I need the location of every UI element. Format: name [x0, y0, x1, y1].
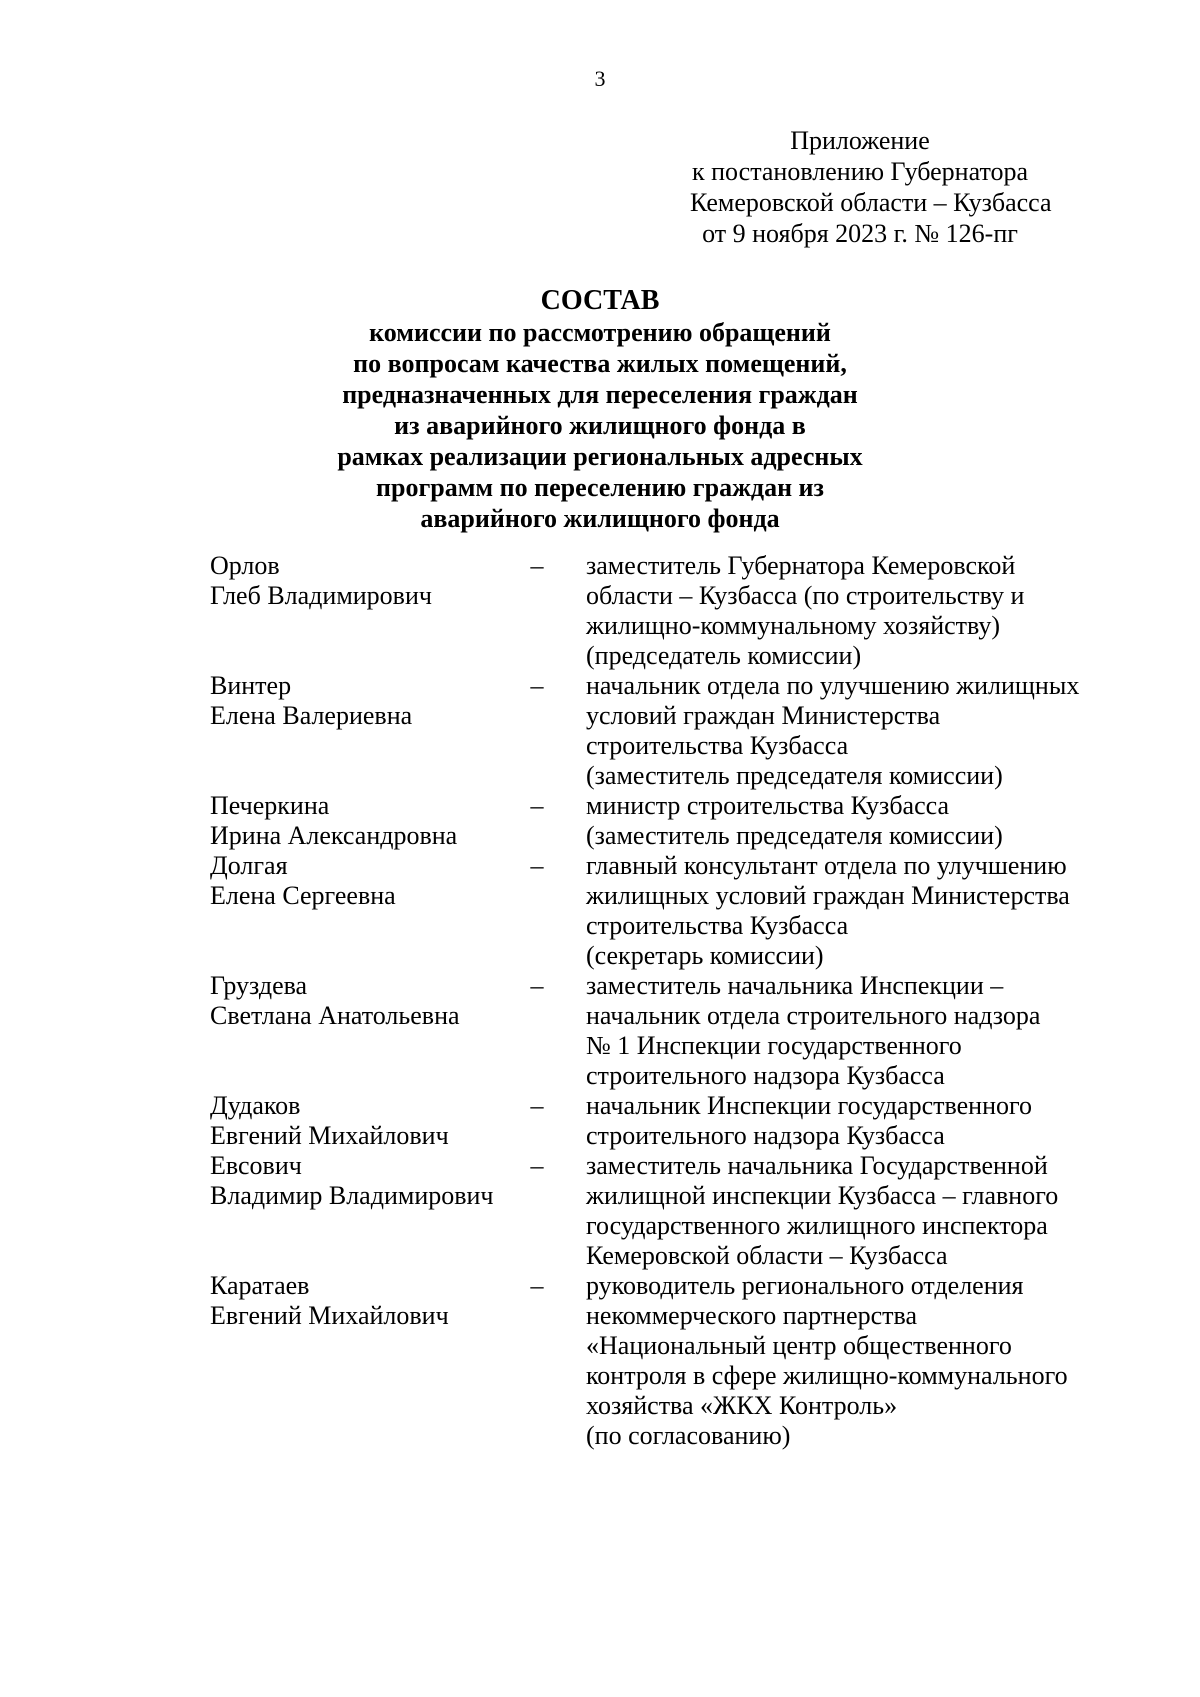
- member-surname: Винтер: [210, 671, 292, 700]
- member-role-line: строительства Кузбасса: [586, 911, 849, 940]
- member-row: [0, 1151, 1200, 1271]
- member-role: [586, 971, 1166, 1091]
- title-line: аварийного жилищного фонда: [420, 504, 780, 533]
- member-role-line: (заместитель председателя комиссии): [586, 821, 1003, 850]
- member-name: [210, 791, 530, 851]
- member-role: [586, 671, 1166, 791]
- member-dash: –: [530, 1271, 544, 1300]
- member-role: [586, 1091, 1166, 1151]
- member-dash: –: [530, 671, 544, 700]
- member-role-line: начальник Инспекции государственного: [586, 1091, 1033, 1120]
- member-surname: Груздева: [210, 971, 308, 1000]
- member-name: [210, 671, 530, 731]
- member-given-name: Светлана Анатольевна: [210, 1001, 460, 1030]
- member-role-line: государственного жилищного инспектора: [586, 1211, 1048, 1240]
- member-role-line: жилищных условий граждан Министерства: [586, 881, 1070, 910]
- member-dash: –: [530, 971, 544, 1000]
- member-name: [210, 971, 530, 1031]
- member-role: [586, 1271, 1166, 1451]
- member-role-line: (заместитель председателя комиссии): [586, 761, 1003, 790]
- member-surname: Дудаков: [210, 1091, 301, 1120]
- title-line: рамках реализации региональных адресных: [337, 442, 863, 471]
- member-role-line: строительства Кузбасса: [586, 731, 849, 760]
- member-role-line: (секретарь комиссии): [586, 941, 824, 970]
- member-role-line: заместитель Губернатора Кемеровской: [586, 551, 1016, 580]
- member-row: [0, 1091, 1200, 1151]
- member-role: [586, 851, 1166, 971]
- member-role-line: (председатель комиссии): [586, 641, 862, 670]
- member-surname: Долгая: [210, 851, 288, 880]
- member-given-name: Елена Сергеевна: [210, 881, 396, 910]
- member-role-line: некоммерческого партнерства: [586, 1301, 918, 1330]
- member-role-line: жилищно-коммунальному хозяйству): [586, 611, 1001, 640]
- member-surname: Орлов: [210, 551, 280, 580]
- member-given-name: Евгений Михайлович: [210, 1301, 449, 1330]
- member-role-line: контроля в сфере жилищно-коммунального: [586, 1361, 1068, 1390]
- member-role-line: хозяйства «ЖКХ Контроль»: [586, 1391, 898, 1420]
- document-title: [300, 285, 900, 534]
- member-role-line: начальник отдела по улучшению жилищных: [586, 671, 1080, 700]
- member-role-line: условий граждан Министерства: [586, 701, 941, 730]
- member-given-name: Елена Валериевна: [210, 701, 413, 730]
- member-dash: –: [530, 551, 544, 580]
- member-role-line: заместитель начальника Инспекции –: [586, 971, 1004, 1000]
- member-name: [210, 1271, 530, 1331]
- member-name: [210, 1151, 530, 1211]
- member-role: [586, 1151, 1166, 1271]
- appendix-line: Приложение: [790, 126, 930, 155]
- member-given-name: Ирина Александровна: [210, 821, 458, 850]
- member-dash: –: [530, 851, 544, 880]
- title-line: предназначенных для переселения граждан: [342, 380, 858, 409]
- member-role-line: руководитель регионального отделения: [586, 1271, 1024, 1300]
- appendix-line: Кемеровской области – Кузбасса: [690, 188, 1052, 217]
- member-role: [586, 791, 1166, 851]
- member-row: [0, 791, 1200, 851]
- member-role-line: жилищной инспекции Кузбасса – главного: [586, 1181, 1059, 1210]
- member-given-name: Глеб Владимирович: [210, 581, 432, 610]
- appendix-line: от 9 ноября 2023 г. № 126-пг: [702, 219, 1018, 248]
- member-surname: Печеркина: [210, 791, 330, 820]
- appendix-heading: [690, 125, 1052, 249]
- member-surname: Каратаев: [210, 1271, 310, 1300]
- member-role-line: главный консультант отдела по улучшению: [586, 851, 1067, 880]
- member-role: [586, 551, 1166, 671]
- member-role-line: «Национальный центр общественного: [586, 1331, 1012, 1360]
- member-name: [210, 551, 530, 611]
- member-row: [0, 1271, 1200, 1451]
- member-row: [0, 551, 1200, 671]
- member-dash: –: [530, 791, 544, 820]
- title-main: СОСТАВ: [540, 285, 660, 316]
- member-row: [0, 971, 1200, 1091]
- member-dash: –: [530, 1151, 544, 1180]
- member-surname: Евсович: [210, 1151, 302, 1180]
- member-role-line: заместитель начальника Государственной: [586, 1151, 1048, 1180]
- title-line: комиссии по рассмотрению обращений: [369, 318, 831, 347]
- title-line: программ по переселению граждан из: [376, 473, 824, 502]
- title-line: по вопросам качества жилых помещений,: [353, 349, 847, 378]
- member-role-line: (по согласованию): [586, 1421, 791, 1450]
- member-role-line: строительного надзора Кузбасса: [586, 1061, 945, 1090]
- member-given-name: Евгений Михайлович: [210, 1121, 449, 1150]
- member-name: [210, 1091, 530, 1151]
- title-line: из аварийного жилищного фонда в: [394, 411, 806, 440]
- member-role-line: начальник отдела строительного надзора: [586, 1001, 1041, 1030]
- member-role-line: области – Кузбасса (по строительству и: [586, 581, 1025, 610]
- member-dash: –: [530, 1091, 544, 1120]
- members-list: [0, 551, 1200, 1451]
- member-role-line: № 1 Инспекции государственного: [586, 1031, 962, 1060]
- page-number: 3: [594, 66, 606, 91]
- member-role-line: Кемеровской области – Кузбасса: [586, 1241, 948, 1270]
- member-role-line: министр строительства Кузбасса: [586, 791, 950, 820]
- member-name: [210, 851, 530, 911]
- member-role-line: строительного надзора Кузбасса: [586, 1121, 945, 1150]
- appendix-line: к постановлению Губернатора: [691, 157, 1029, 186]
- member-row: [0, 671, 1200, 791]
- member-row: [0, 851, 1200, 971]
- member-given-name: Владимир Владимирович: [210, 1181, 494, 1210]
